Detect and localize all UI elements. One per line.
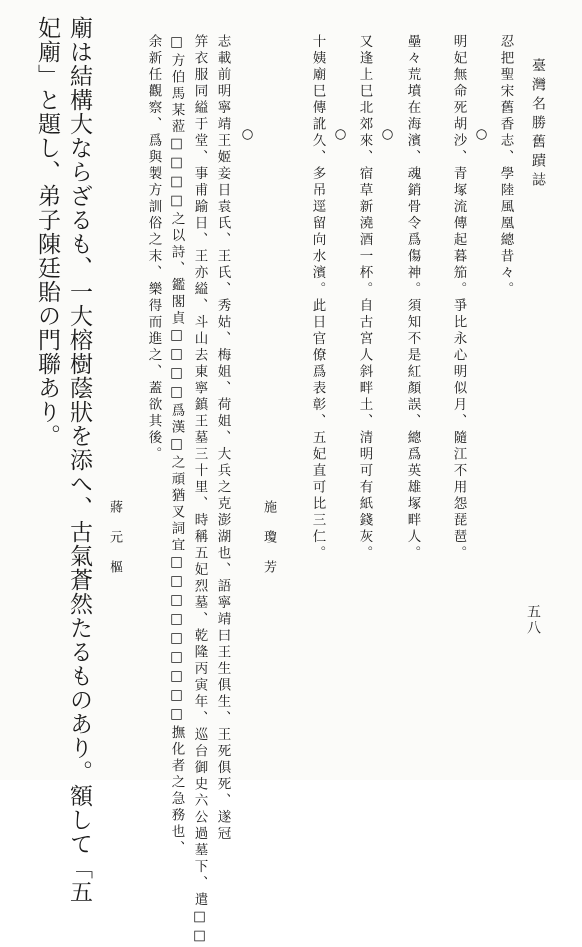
essay-line-2: 笄衣服同縊于堂、事甫踰日、王亦縊、斗山去東寧鎮王墓三十里、時稱五妃烈墓、乾隆丙寅年、巡台御史六公過墓下、遣□□ [191, 34, 208, 947]
prose-line-1: 廟は結構大ならざるも、一大榕樹蔭狀を添へ、古氣蒼然たるものあり。額して「五 [66, 16, 92, 904]
verse-line-3: 壘々荒墳在海濱、魂銷骨令爲傷神。須知不是紅顏誤、總爲英雄塚畔人。 [404, 34, 421, 562]
essay-line-4: 余新任觀察、爲與製方訓俗之末、樂得而進之、蓋欲其後。 [145, 34, 162, 463]
prose-line-2: 妃廟」と題し、弟子陳廷貽の門聯あり。 [34, 16, 60, 448]
verse-marker-circle-2: ○ [379, 126, 396, 145]
essay-line-3: □方伯馬某蒞□□□□之以詩、鑑閣貞□□□□爲漢□之頑猶叉詞宜□□□□□□□□□撫化者之急務也、 [168, 34, 185, 857]
page-number: 五八 [525, 604, 541, 636]
poet-signature: 施 瓊 芳 [261, 500, 276, 575]
verse-marker-circle-3: ○ [332, 126, 349, 145]
verse-marker-circle-1: ○ [473, 126, 490, 145]
verse-line-1: 忍把聖宋舊香志、學陸風凰總昔々。 [497, 34, 514, 298]
essay-marker-circle: ○ [239, 126, 256, 145]
verse-line-2: 明妃無命死胡沙、青塚流傳起暮笳。爭比永心明似月、隨江不用怨琵琶。 [450, 34, 467, 562]
verse-line-5: 十姨廟巳傳訛久、多吊逕留向水濱。此日官僚爲表彰、五妃直可比三仁。 [309, 34, 326, 562]
essay-signature: 蔣 元 樞 [107, 500, 122, 575]
running-head: 臺灣名勝舊蹟誌 [530, 58, 546, 191]
verse-line-4: 又逢上巳北郊來、宿草新澆酒一杯。自古宮人斜畔土、清明可有紙錢灰。 [356, 34, 373, 562]
essay-line-1: 志載前明寧靖王姬妾日袁氏、王氏、秀姑、梅姐、荷姐、大兵之克澎湖也、語寧靖曰王生俱生、王死俱死、遂冠 [214, 34, 231, 843]
